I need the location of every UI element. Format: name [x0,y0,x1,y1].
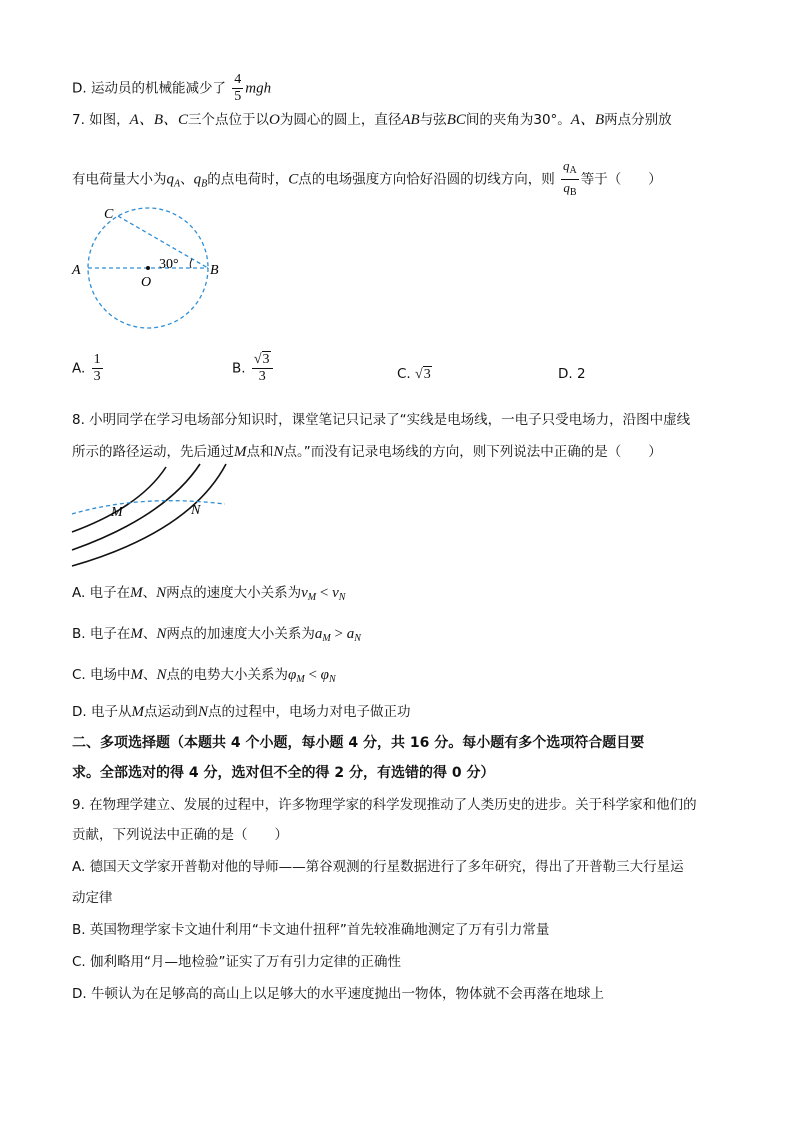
q7-stem-line-1: 7. 如图，A、B、C三个点位于以O为圆心的圆上，直径AB与弦BC间的夹角为30°。A、B两点分别放 [72,112,672,128]
q8-option-c: C. 电场中M、N点的电势大小关系为$\varphi_M < \varphi_N$ [72,667,336,685]
angle-label: 30° [159,257,179,272]
q8-stem-line-2: 所示的路径运动，先后通过M点和N点。”而没有记录电场线的方向，则下列说法中正确的是（ ） [72,444,662,460]
q7-stem-line-2: 有电荷量大小为$q_A$、$q_B$的点电荷时，C点的电场强度方向恰好沿圆的切线方向，则 $\frac{q_A}{q_B}$ 等于（ ） [72,158,662,201]
charge-ratio-fraction: $\frac{q_A}{q_B}$ [563,158,577,198]
q7-circle-figure [68,198,228,338]
q9-option-a-line-1: A. 德国天文学家开普勒对他的导师——第谷观测的行星数据进行了多年研究，得出了开普勒三大行星运 [72,859,684,875]
q8-option-a: A. 电子在M、N两点的速度大小关系为$v_M < v_N$ [72,585,346,603]
q8-stem-line-1: 8. 小明同学在学习电场部分知识时，课堂笔记只记录了“实线是电场线，一电子只受电场力，沿图中虚线 [72,412,691,428]
label-a: A [72,263,81,278]
angle-arc [190,259,192,268]
electron-path [72,501,225,514]
q7-option-a: A. $\frac{1}{3}$ [72,352,101,384]
field-line-2 [72,464,200,550]
label-m: M [111,505,123,520]
q6-option-d: D. 运动员的机械能减少了 $\frac{4}{5}$ mgh [72,72,272,104]
field-line-3 [72,464,226,566]
q9-option-b: B. 英国物理学家卡文迪什利用“卡文迪什扭秤”首先较准确地测定了万有引力常量 [72,922,550,938]
label-n: N [191,503,201,518]
section-2-heading-line-2: 求。全部选对的得 4 分，选对但不全的得 2 分，有选错的得 0 分） [72,765,495,781]
label-o: O [141,275,152,290]
q7-option-c: C. √3 [397,366,431,382]
q9-option-a-line-2: 动定律 [72,890,113,906]
center-dot [146,266,150,270]
field-line-1 [72,467,166,532]
label-b: B [210,263,219,278]
q8-option-d: D. 电子从M点运动到N点的过程中，电场力对电子做正功 [72,704,411,720]
q9-option-c: C. 伽利略用“月—地检验”证实了万有引力定律的正确性 [72,954,401,970]
q9-option-d: D. 牛顿认为在足够高的高山上以足够大的水平速度抛出一物体，物体就不会再落在地球上 [72,986,604,1002]
q9-stem-line-2: 贡献，下列说法中正确的是（ ） [72,827,288,843]
fraction: $\frac{4}{5}$ [234,72,242,104]
q7-option-d: D. 2 [558,366,586,382]
q8-field-lines-figure [70,462,230,572]
q9-stem-line-1: 9. 在物理学建立、发展的过程中，许多物理学家的科学发现推动了人类历史的进步。关于科学家和他们的 [72,797,697,813]
section-2-heading-line-1: 二、多项选择题（本题共 4 个小题，每小题 4 分，共 16 分。每小题有多个选项符合题目要 [72,735,645,751]
q7-option-b: B. $\frac{√3}{3}$ [232,352,275,385]
label-c: C [104,207,114,222]
q8-option-b: B. 电子在M、N两点的加速度大小关系为$a_M > a_N$ [72,626,361,644]
